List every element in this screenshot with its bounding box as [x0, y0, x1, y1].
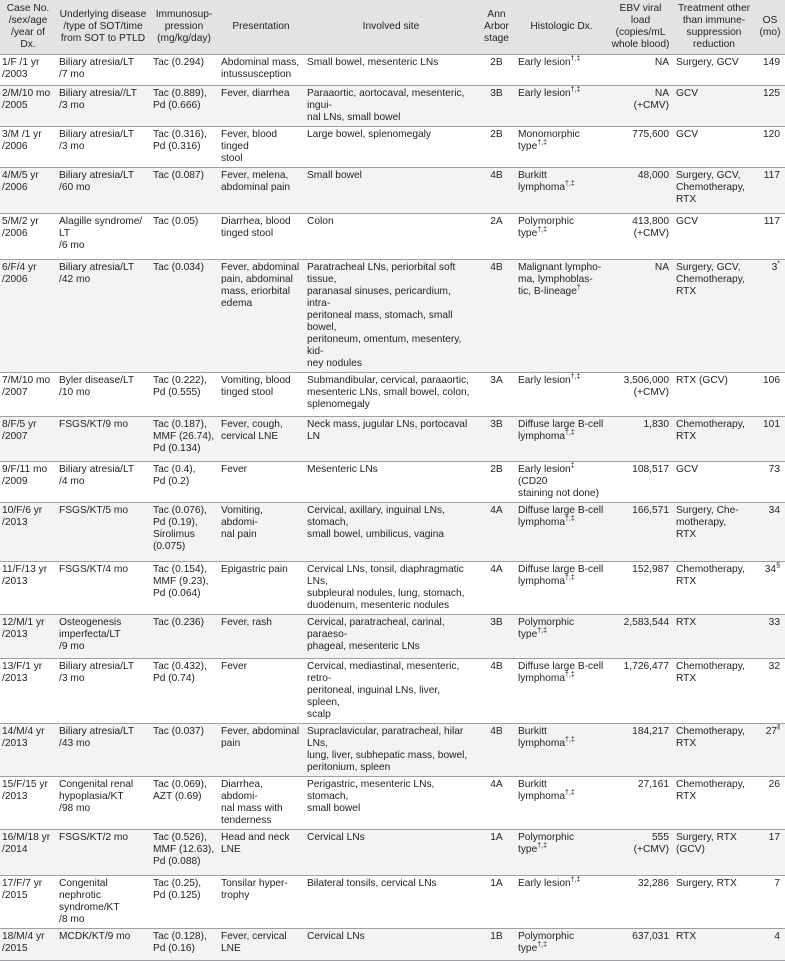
case-cell: 14/M/4 yr /2013 — [0, 724, 56, 777]
os-cell: 34 — [755, 503, 785, 562]
immunosuppression-cell: Tac (0.4), Pd (0.2) — [150, 462, 218, 503]
treatment-cell: Surgery, GCV, Chemotherapy, RTX — [673, 168, 755, 214]
ebv-viral-load-cell: 775,600 — [608, 127, 673, 168]
case-cell: 11/F/13 yr /2013 — [0, 562, 56, 615]
header-involved-site: Involved site — [362, 21, 420, 32]
presentation-cell: Epigastric pain — [218, 562, 304, 615]
immunosuppression-cell: Tac (0.222), Pd (0.555) — [150, 373, 218, 417]
stage-cell: 1A — [478, 876, 515, 929]
disease-cell: Biliary atresia/LT /3 mo — [56, 127, 150, 168]
histologic-dx-cell: Early lesion†,‡ — [515, 373, 608, 417]
case-cell: 10/F/6 yr /2013 — [0, 503, 56, 562]
presentation-cell: Diarrhea, blood tinged stool — [218, 214, 304, 260]
histologic-dx-cell: Burkitt lymphoma†,‡ — [515, 168, 608, 214]
header-immunosuppression: Immunosup- pression (mg/kg/day) — [155, 9, 213, 44]
os-cell: 4 — [755, 929, 785, 961]
stage-cell: 1B — [478, 929, 515, 961]
table-row — [0, 615, 785, 659]
histologic-dx-cell: Monomorphic type†,‡ — [515, 127, 608, 168]
header-presentation: Presentation — [232, 21, 290, 32]
histologic-dx-cell: Polymorphic type†,‡ — [515, 214, 608, 260]
ebv-viral-load-cell: NA (+CMV) — [608, 86, 673, 127]
presentation-cell: Tonsilar hyper- trophy — [218, 876, 304, 929]
treatment-cell: Chemotherapy, RTX — [673, 659, 755, 724]
stage-cell: 3B — [478, 615, 515, 659]
ebv-viral-load-cell: NA — [608, 260, 673, 373]
treatment-cell: Surgery, GCV, Chemotherapy, RTX — [673, 260, 755, 373]
histologic-dx-cell: Diffuse large B-cell lymphoma†,‡ — [515, 503, 608, 562]
immunosuppression-cell: Tac (0.076), Pd (0.19), Sirolimus (0.075) — [150, 503, 218, 562]
table-row — [0, 830, 785, 876]
involved-site-cell: Cervical LNs, tonsil, diaphragmatic LNs, subpleural nodules, lung, stomach, duodenum, mesenteric nodules — [304, 562, 478, 615]
involved-site-cell: Colon — [304, 214, 478, 260]
case-cell: 2/M/10 mo /2005 — [0, 86, 56, 127]
immunosuppression-cell: Tac (0.236) — [150, 615, 218, 659]
involved-site-cell: Small bowel, mesenteric LNs — [304, 55, 478, 86]
case-cell: 15/F/15 yr /2013 — [0, 777, 56, 830]
histologic-dx-cell: Diffuse large B-cell lymphoma†,‡ — [515, 562, 608, 615]
histologic-dx-cell: Early lesion‡ (CD20 staining not done) — [515, 462, 608, 503]
os-cell: 33 — [755, 615, 785, 659]
immunosuppression-cell: Tac (0.526), MMF (12.63), Pd (0.088) — [150, 830, 218, 876]
involved-site-cell: Large bowel, splenomegaly — [304, 127, 478, 168]
treatment-cell: GCV — [673, 86, 755, 127]
stage-cell: 2B — [478, 127, 515, 168]
disease-cell: Byler disease/LT /10 mo — [56, 373, 150, 417]
ebv-viral-load-cell: 555 (+CMV) — [608, 830, 673, 876]
table-row — [0, 260, 785, 373]
histologic-dx-cell: Burkitt lymphoma†,‡ — [515, 777, 608, 830]
treatment-cell: Surgery, RTX (GCV) — [673, 830, 755, 876]
stage-cell: 4A — [478, 562, 515, 615]
ebv-viral-load-cell: 1,726,477 — [608, 659, 673, 724]
table-row — [0, 659, 785, 724]
header-treatment: Treatment other than immune- suppression reduction — [677, 3, 751, 50]
presentation-cell: Fever, rash — [218, 615, 304, 659]
disease-cell: Biliary atresia/LT /43 mo — [56, 724, 150, 777]
stage-cell: 4B — [478, 724, 515, 777]
ebv-viral-load-cell: 637,031 — [608, 929, 673, 961]
histologic-dx-cell: Diffuse large B-cell lymphoma†,‡ — [515, 417, 608, 462]
disease-cell: FSGS/KT/4 mo — [56, 562, 150, 615]
histologic-dx-cell: Early lesion†,‡ — [515, 55, 608, 86]
stage-cell: 1A — [478, 830, 515, 876]
header-histologic-dx: Histologic Dx. — [530, 21, 593, 32]
disease-cell: Congenital renal hypoplasia/KT /98 mo — [56, 777, 150, 830]
immunosuppression-cell: Tac (0.069), AZT (0.69) — [150, 777, 218, 830]
treatment-cell: Surgery, Che- motherapy, RTX — [673, 503, 755, 562]
disease-cell: FSGS/KT/2 mo — [56, 830, 150, 876]
involved-site-cell: Perigastric, mesenteric LNs, stomach, small bowel — [304, 777, 478, 830]
presentation-cell: Fever, cough, cervical LNE — [218, 417, 304, 462]
ebv-viral-load-cell: 413,800 (+CMV) — [608, 214, 673, 260]
case-cell: 6/F/4 yr /2006 — [0, 260, 56, 373]
header-stage: Ann Arbor stage — [484, 9, 509, 44]
treatment-cell: GCV — [673, 127, 755, 168]
os-cell: 117 — [755, 214, 785, 260]
histologic-dx-cell: Burkitt lymphoma†,‡ — [515, 724, 608, 777]
table-row — [0, 724, 785, 777]
involved-site-cell: Cervical, paratracheal, carinal, paraeso- phageal, mesenteric LNs — [304, 615, 478, 659]
os-cell: 106 — [755, 373, 785, 417]
table-header-row — [0, 0, 785, 55]
stage-cell: 2B — [478, 462, 515, 503]
case-cell: 1/F /1 yr /2003 — [0, 55, 56, 86]
case-cell: 3/M /1 yr /2006 — [0, 127, 56, 168]
os-cell: 3* — [755, 260, 785, 373]
involved-site-cell: Cervical LNs — [304, 830, 478, 876]
involved-site-cell: Submandibular, cervical, paraaortic, mesenteric LNs, small bowel, colon, splenomegaly — [304, 373, 478, 417]
case-cell: 5/M/2 yr /2006 — [0, 214, 56, 260]
stage-cell: 4B — [478, 659, 515, 724]
involved-site-cell: Supraclavicular, paratracheal, hilar LNs, lung, liver, subhepatic mass, bowel, peritonium, spleen — [304, 724, 478, 777]
disease-cell: Congenital nephrotic syndrome/KT /8 mo — [56, 876, 150, 929]
os-cell: 101 — [755, 417, 785, 462]
ebv-viral-load-cell: 152,987 — [608, 562, 673, 615]
ebv-viral-load-cell: 108,517 — [608, 462, 673, 503]
immunosuppression-cell: Tac (0.154), MMF (9.23), Pd (0.064) — [150, 562, 218, 615]
ebv-viral-load-cell: 2,583,544 — [608, 615, 673, 659]
disease-cell: Biliary atresia/LT /4 mo — [56, 462, 150, 503]
histologic-dx-cell: Early lesion†,‡ — [515, 876, 608, 929]
stage-cell: 4B — [478, 260, 515, 373]
os-cell: 34§ — [755, 562, 785, 615]
case-cell: 9/F/11 mo /2009 — [0, 462, 56, 503]
ebv-viral-load-cell: 184,217 — [608, 724, 673, 777]
case-cell: 18/M/4 yr /2015 — [0, 929, 56, 961]
disease-cell: FSGS/KT/5 mo — [56, 503, 150, 562]
treatment-cell: Chemotherapy, RTX — [673, 562, 755, 615]
treatment-cell: RTX — [673, 615, 755, 659]
ebv-viral-load-cell: 27,161 — [608, 777, 673, 830]
header-ebv-viral-load: EBV viral load (copies/mL whole blood) — [611, 3, 670, 50]
case-cell: 8/F/5 yr /2007 — [0, 417, 56, 462]
table-row — [0, 876, 785, 929]
involved-site-cell: Paratracheal LNs, periorbital soft tissue, paranasal sinuses, pericardium, intra- peritoneal mass, stomach, small bowel, peritoneum, omentum, mesentery, kid- ney nodules — [304, 260, 478, 373]
table-row — [0, 417, 785, 462]
table-row — [0, 168, 785, 214]
case-cell: 12/M/1 yr /2013 — [0, 615, 56, 659]
table-row — [0, 777, 785, 830]
histologic-dx-cell: Diffuse large B-cell lymphoma†,‡ — [515, 659, 608, 724]
ebv-viral-load-cell: 32,286 — [608, 876, 673, 929]
presentation-cell: Vomiting, abdomi- nal pain — [218, 503, 304, 562]
involved-site-cell: Small bowel — [304, 168, 478, 214]
ebv-viral-load-cell: 1,830 — [608, 417, 673, 462]
stage-cell: 3A — [478, 373, 515, 417]
presentation-cell: Fever, melena, abdominal pain — [218, 168, 304, 214]
disease-cell: Biliary atresia//LT /3 mo — [56, 86, 150, 127]
immunosuppression-cell: Tac (0.187), MMF (26.74), Pd (0.134) — [150, 417, 218, 462]
stage-cell: 4A — [478, 503, 515, 562]
involved-site-cell: Cervical, axillary, inguinal LNs, stomach, small bowel, umbilicus, vagina — [304, 503, 478, 562]
treatment-cell: Chemotherapy, RTX — [673, 724, 755, 777]
presentation-cell: Vomiting, blood tinged stool — [218, 373, 304, 417]
immunosuppression-cell: Tac (0.889), Pd (0.666) — [150, 86, 218, 127]
os-cell: 26 — [755, 777, 785, 830]
case-cell: 17/F/7 yr /2015 — [0, 876, 56, 929]
presentation-cell: Diarrhea, abdomi- nal mass with tenderness — [218, 777, 304, 830]
treatment-cell: Chemotherapy, RTX — [673, 777, 755, 830]
presentation-cell: Fever, cervical LNE — [218, 929, 304, 961]
treatment-cell: RTX — [673, 929, 755, 961]
table-row — [0, 214, 785, 260]
header-os: OS (mo) — [759, 15, 781, 38]
ebv-viral-load-cell: 48,000 — [608, 168, 673, 214]
disease-cell: Biliary atresia/LT /3 mo — [56, 659, 150, 724]
os-cell: 149 — [755, 55, 785, 86]
presentation-cell: Fever — [218, 659, 304, 724]
presentation-cell: Fever, abdominal pain, abdominal mass, eriorbital edema — [218, 260, 304, 373]
histologic-dx-cell: Early lesion†,‡ — [515, 86, 608, 127]
presentation-cell: Fever — [218, 462, 304, 503]
ebv-viral-load-cell: 166,571 — [608, 503, 673, 562]
histologic-dx-cell: Malignant lympho- ma, lymphoblas- tic, B-lineage† — [515, 260, 608, 373]
table-row — [0, 373, 785, 417]
table-row — [0, 562, 785, 615]
table-row — [0, 929, 785, 961]
immunosuppression-cell: Tac (0.316), Pd (0.316) — [150, 127, 218, 168]
histologic-dx-cell: Polymorphic type†,‡ — [515, 615, 608, 659]
immunosuppression-cell: Tac (0.05) — [150, 214, 218, 260]
table-row — [0, 462, 785, 503]
treatment-cell: RTX (GCV) — [673, 373, 755, 417]
immunosuppression-cell: Tac (0.128), Pd (0.16) — [150, 929, 218, 961]
case-cell: 16/M/18 yr /2014 — [0, 830, 56, 876]
immunosuppression-cell: Tac (0.037) — [150, 724, 218, 777]
stage-cell: 3B — [478, 86, 515, 127]
histologic-dx-cell: Polymorphic type†,‡ — [515, 830, 608, 876]
os-cell: 120 — [755, 127, 785, 168]
treatment-cell: Surgery, RTX — [673, 876, 755, 929]
header-case: Case No. /sex/age /year of Dx. — [6, 3, 50, 50]
presentation-cell: Abdominal mass, intussusception — [218, 55, 304, 86]
immunosuppression-cell: Tac (0.432), Pd (0.74) — [150, 659, 218, 724]
disease-cell: MCDK/KT/9 mo — [56, 929, 150, 961]
involved-site-cell: Cervical LNs — [304, 929, 478, 961]
immunosuppression-cell: Tac (0.087) — [150, 168, 218, 214]
os-cell: $27^ǁ$ — [755, 724, 785, 777]
os-cell: 117 — [755, 168, 785, 214]
disease-cell: Biliary atresia/LT /42 mo — [56, 260, 150, 373]
disease-cell: Biliary atresia/LT /60 mo — [56, 168, 150, 214]
os-cell: 73 — [755, 462, 785, 503]
presentation-cell: Fever, diarrhea — [218, 86, 304, 127]
immunosuppression-cell: Tac (0.294) — [150, 55, 218, 86]
immunosuppression-cell: Tac (0.034) — [150, 260, 218, 373]
disease-cell: FSGS/KT/9 mo — [56, 417, 150, 462]
treatment-cell: GCV — [673, 462, 755, 503]
case-cell: 4/M/5 yr /2006 — [0, 168, 56, 214]
histologic-dx-cell: Polymorphic type†,‡ — [515, 929, 608, 961]
table-row — [0, 127, 785, 168]
case-cell: 7/M/10 mo /2007 — [0, 373, 56, 417]
ebv-viral-load-cell: 3,506,000 (+CMV) — [608, 373, 673, 417]
ebv-viral-load-cell: NA — [608, 55, 673, 86]
header-disease: Underlying disease /type of SOT/time from SOT to PTLD — [59, 9, 147, 44]
case-cell: 13/F/1 yr /2013 — [0, 659, 56, 724]
table-row — [0, 55, 785, 86]
presentation-cell: Head and neck LNE — [218, 830, 304, 876]
stage-cell: 4A — [478, 777, 515, 830]
presentation-cell: Fever, blood tinged stool — [218, 127, 304, 168]
presentation-cell: Fever, abdominal pain — [218, 724, 304, 777]
os-cell: 7 — [755, 876, 785, 929]
treatment-cell: Surgery, GCV — [673, 55, 755, 86]
os-cell: 125 — [755, 86, 785, 127]
disease-cell: Osteogenesis imperfecta/LT /9 mo — [56, 615, 150, 659]
involved-site-cell: Neck mass, jugular LNs, portocaval LN — [304, 417, 478, 462]
disease-cell: Alagille syndrome/ LT /6 mo — [56, 214, 150, 260]
stage-cell: 3B — [478, 417, 515, 462]
os-cell: 17 — [755, 830, 785, 876]
treatment-cell: GCV — [673, 214, 755, 260]
stage-cell: 4B — [478, 168, 515, 214]
table-row — [0, 86, 785, 127]
involved-site-cell: Paraaortic, aortocaval, mesenteric, ingui- nal LNs, small bowel — [304, 86, 478, 127]
table-row — [0, 503, 785, 562]
involved-site-cell: Bilateral tonsils, cervical LNs — [304, 876, 478, 929]
involved-site-cell: Mesenteric LNs — [304, 462, 478, 503]
treatment-cell: Chemotherapy, RTX — [673, 417, 755, 462]
stage-cell: 2B — [478, 55, 515, 86]
stage-cell: 2A — [478, 214, 515, 260]
disease-cell: Biliary atresia/LT /7 mo — [56, 55, 150, 86]
os-cell: 32 — [755, 659, 785, 724]
involved-site-cell: Cervical, mediastinal, mesenteric, retro- peritoneal, inguinal LNs, liver, spleen, scalp — [304, 659, 478, 724]
immunosuppression-cell: Tac (0.25), Pd (0.125) — [150, 876, 218, 929]
